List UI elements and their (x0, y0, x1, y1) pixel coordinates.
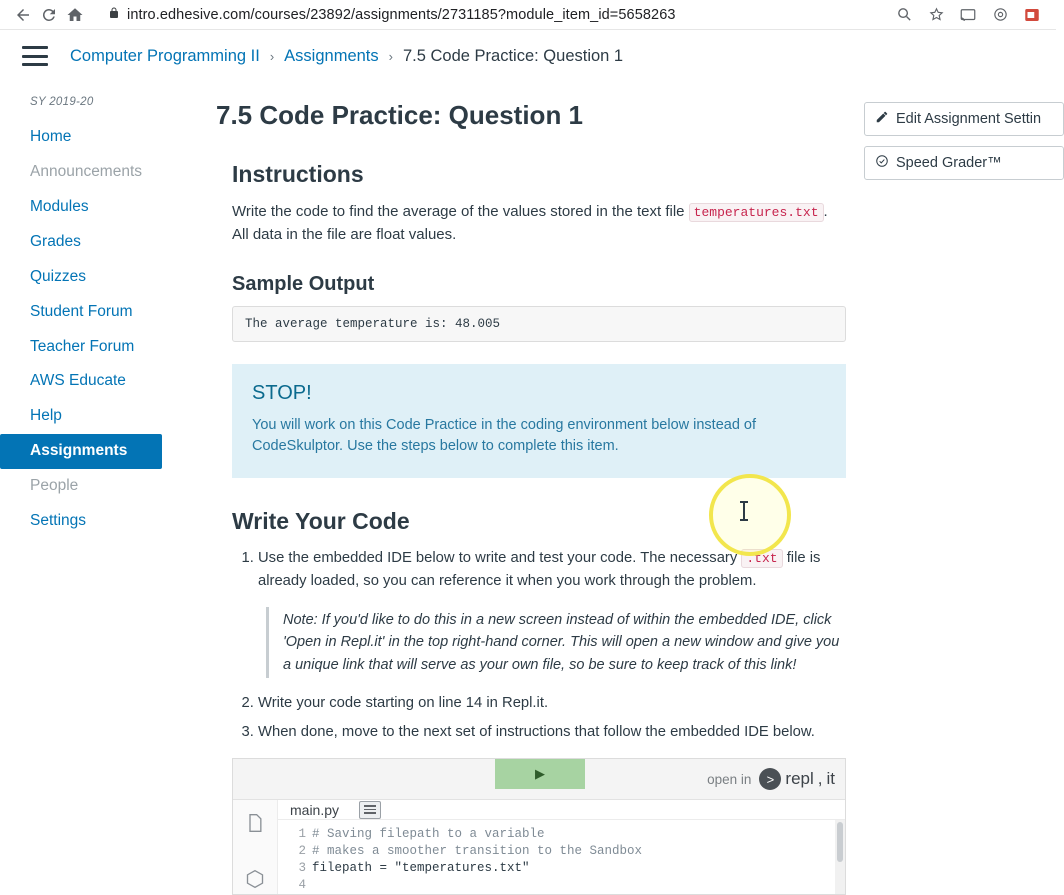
star-icon[interactable] (926, 5, 946, 25)
sidebar-item-people[interactable]: People (30, 477, 79, 495)
instructions-part-1: Write the code to find the average of the values stored in the text file (232, 203, 689, 220)
open-in-label: open in (707, 771, 752, 787)
code-line (312, 877, 845, 894)
sidebar-item-teacher-forum[interactable]: Teacher Forum (30, 337, 135, 355)
step-1 (258, 547, 846, 678)
replit-logo-mark: > (759, 768, 781, 790)
course-nav-sidebar (0, 82, 192, 780)
sidebar-item-home[interactable]: Home (30, 128, 72, 145)
temperatures-file-code: temperatures.txt (689, 203, 824, 222)
instructions-heading: Instructions (232, 161, 364, 187)
sidebar-item-modules[interactable]: Modules (30, 197, 89, 215)
puzzle-icon[interactable] (990, 5, 1010, 25)
replit-logo (759, 768, 835, 790)
term-label: SY 2019-20 (30, 96, 94, 108)
instructions-text (232, 200, 846, 247)
address-bar[interactable] (96, 4, 886, 26)
pencil-icon (875, 110, 889, 128)
edit-assignment-settings-label: Edit Assignment Settin (896, 111, 1042, 127)
replit-logo-dot: , (817, 769, 823, 789)
txt-code: .txt (741, 549, 782, 568)
line-number: 1 (298, 827, 306, 842)
breadcrumb-assignments[interactable]: Assignments (284, 46, 379, 65)
url-text: intro.edhesive.com/courses/23892/assignments/2731185?module_item_id=5658263 (127, 6, 676, 23)
stop-text: You will work on this Code Practice in the coding environment below instead of CodeSkulptor. Use the steps below to complete this item. (252, 416, 757, 455)
editor-scrollbar[interactable] (835, 820, 845, 894)
code-line: filepath = "temperatures.txt" (312, 861, 530, 876)
sidebar-item-announcements[interactable]: Announcements (30, 162, 143, 180)
code-line: # makes a smoother transition to the Sandbox (312, 844, 643, 859)
replit-toolbar (233, 759, 845, 800)
assignment-content (192, 82, 1056, 893)
back-arrow-icon[interactable] (10, 2, 36, 28)
stop-title: STOP! (252, 381, 312, 404)
replit-editor-pane (278, 800, 845, 894)
sidebar-item-assignments[interactable]: Assignments (0, 434, 162, 469)
line-number: 4 (298, 878, 306, 893)
steps-list (232, 547, 846, 744)
code-lines[interactable] (312, 820, 845, 894)
breadcrumb-course[interactable]: Computer Programming II (70, 46, 260, 65)
note-block: Note: If you'd like to do this in a new screen instead of within the embedded IDE, click 'Open in Repl.it' in the top right-hand corner. This will open a new window and give you a unique link that will serve as your own file, so be sure to keep track of this link! (266, 607, 846, 678)
browser-toolbar (0, 0, 1056, 30)
breadcrumb (0, 30, 1056, 82)
line-number: 2 (298, 844, 306, 859)
code-line: # Saving filepath to a variable (312, 827, 545, 842)
replit-logo-text: repl (785, 769, 814, 789)
sample-output-box: The average temperature is: 48.005 (232, 306, 846, 342)
lock-icon (108, 6, 120, 23)
sidebar-item-quizzes[interactable]: Quizzes (30, 267, 86, 285)
sample-output-heading: Sample Output (232, 272, 375, 295)
line-number: 3 (298, 861, 306, 876)
step-2: 2. Write your code starting on line 14 in Repl.it. (258, 692, 846, 715)
sidebar-item-settings[interactable]: Settings (30, 512, 87, 530)
profile-icon[interactable] (1022, 5, 1042, 25)
replit-embed[interactable] (232, 758, 846, 895)
list-icon[interactable] (359, 801, 381, 819)
reload-icon[interactable] (36, 2, 62, 28)
page-layout (0, 82, 1056, 893)
home-icon[interactable] (62, 2, 88, 28)
code-editor[interactable] (278, 820, 845, 894)
search-icon[interactable] (894, 5, 914, 25)
open-in-replit[interactable] (707, 768, 835, 790)
speed-grader-button[interactable] (864, 146, 1064, 180)
sidebar-item-grades[interactable]: Grades (30, 232, 81, 250)
step-1-part-1: Use the embedded IDE below to write and test your code. The necessary (258, 550, 742, 566)
write-your-code-heading: Write Your Code (232, 508, 410, 534)
edit-assignment-settings-button[interactable] (864, 102, 1064, 136)
assignment-action-rail (864, 102, 1064, 190)
run-button[interactable]: ▶ (495, 759, 585, 789)
step-1-part-2: file is already loaded, so you can reference it when you work through the problem. (258, 550, 821, 589)
sidebar-item-student-forum[interactable]: Student Forum (30, 302, 133, 320)
replit-side-rail (233, 800, 278, 894)
stop-callout (232, 364, 846, 479)
toolbar-actions (894, 5, 1046, 25)
check-circle-icon (875, 154, 889, 172)
package-icon[interactable] (245, 869, 265, 894)
menu-hamburger-icon[interactable] (22, 46, 48, 66)
page-title: 7.5 Code Practice: Question 1 (216, 100, 584, 130)
speed-grader-label: Speed Grader™ (896, 155, 1002, 171)
sidebar-item-aws-educate[interactable]: AWS Educate (30, 372, 126, 390)
replit-body (233, 800, 845, 894)
replit-file-tab[interactable]: main.py (290, 801, 340, 818)
cast-icon[interactable] (958, 5, 978, 25)
line-number-gutter (278, 820, 312, 894)
step-3: 3. When done, move to the next set of instructions that follow the embedded IDE below. (258, 721, 846, 744)
breadcrumb-current: 7.5 Code Practice: Question 1 (402, 46, 624, 65)
sidebar-item-help[interactable]: Help (30, 407, 62, 425)
replit-file-tab-row (278, 800, 845, 820)
breadcrumb-separator-2: › (388, 48, 393, 64)
file-icon[interactable] (245, 812, 265, 839)
replit-logo-tail: it (826, 769, 835, 789)
breadcrumb-separator-1: › (269, 48, 275, 64)
instructions-part-2: . All data in the file are float values. (232, 203, 828, 244)
